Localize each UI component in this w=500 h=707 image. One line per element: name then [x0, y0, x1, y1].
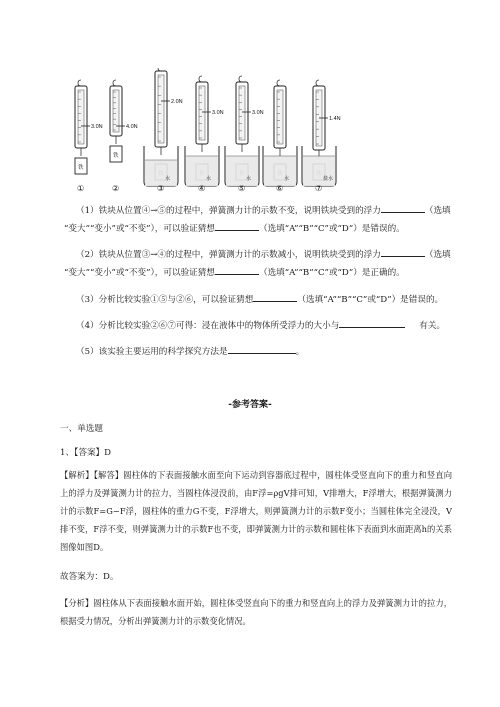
- q5-line: [76, 344, 304, 358]
- liquid: [186, 156, 218, 186]
- q2-text-b: （选填: [424, 250, 451, 260]
- figure-label: ⑤: [238, 184, 246, 192]
- scale-window: [199, 86, 205, 140]
- liquid-label: 水: [246, 176, 252, 182]
- liquid-label: 水: [206, 176, 212, 182]
- q4-text-a: （4）分析比较实验②⑥⑦可得：浸在液体中的物体所受浮力的大小与: [76, 321, 340, 331]
- q1-text-c: “变大”“变小”或“不变”），可以验证猜想: [64, 224, 215, 234]
- scale-reading: 3.0N: [252, 110, 264, 116]
- q3-text-a: （3）分析比较实验①⑤与②⑥，可以验证猜想: [76, 295, 254, 305]
- q2-text-c: “变大”“变小”或“不变”），可以验证猜想: [64, 268, 215, 278]
- q3-line: [76, 292, 443, 306]
- scale-window: [277, 90, 283, 144]
- q1-blank-2[interactable]: [215, 221, 259, 231]
- analysis2-paragraph: 【分析】圆柱体从下表面接触水面开始，圆柱体受竖直向下的重力和竖直向上的浮力及弹簧测力计的拉力，根据受力情况，分析出弹簧测力计的示数变化情况。: [60, 598, 452, 626]
- figure-label: ①: [77, 184, 85, 192]
- block-label: 铁: [78, 165, 84, 171]
- q3-blank[interactable]: [253, 292, 297, 302]
- figure-label: ③: [157, 184, 165, 192]
- scale-reading: 2.0N: [171, 99, 183, 105]
- q2-blank-2[interactable]: [215, 265, 259, 275]
- q4-line: [76, 318, 445, 332]
- scale-window: [239, 86, 245, 140]
- q2-text-d: （选填“A”“B”“C”或“D”）是正确的。: [258, 268, 405, 278]
- scale-reading: 3.0N: [212, 110, 224, 116]
- experiment-figure: [70, 68, 350, 192]
- q4-text-b: 有关。: [419, 321, 446, 331]
- conclusion: 故答案为：D。: [60, 572, 119, 582]
- figure-label: ⑥: [276, 184, 284, 192]
- analysis-paragraph: 【解析】【解答】圆柱体的下表面接触水面至向下运动到容器底过程中，圆柱体受竖直向下的重力和竖直向上的浮力及弹簧测力计的拉力，当圆柱体浸没前，由F浮=ρgV排可知，V排增大，F浮增大，根据弹簧测力计的示数F=G−F浮，圆柱体的重力G不变，F浮增大，则弹簧测力计的示数F变小；当圆柱体完全浸没，V排不变，F浮不变，则弹簧测力计的示数F也不变，即弹簧测力计的示数和圆柱体下表面到水面距离h的关系图像如图D。: [60, 470, 452, 552]
- q1-text-b: （选填: [424, 206, 451, 216]
- q1-blank-1[interactable]: [381, 203, 425, 213]
- q1-text-a: （1）铁块从位置④→⑤的过程中，弹簧测力计的示数不变，说明铁块受到的浮力: [76, 206, 381, 216]
- figure-label: ⑦: [315, 184, 323, 192]
- answer-title: -参考答案-: [228, 400, 272, 410]
- q2-blank-1[interactable]: [381, 247, 425, 257]
- liquid: [226, 156, 258, 186]
- answer-line: 1、【答案】D: [60, 448, 112, 458]
- q2-line2: [64, 265, 405, 279]
- liquid: [264, 156, 296, 186]
- q4-blank[interactable]: [339, 318, 405, 328]
- q5-blank[interactable]: [228, 344, 296, 354]
- scale-window: [158, 75, 164, 143]
- section-heading: 一、单选题: [60, 424, 103, 434]
- liquid: [145, 160, 177, 186]
- liquid-label: 水: [284, 176, 290, 182]
- liquid-label: 水: [165, 176, 171, 182]
- figure-label: ④: [198, 184, 206, 192]
- q5-text-b: 。: [295, 347, 305, 357]
- q1-text-d: （选填“A”“B”“C”或“D”）是错误的。: [258, 224, 405, 234]
- q3-text-b: （选填“A”“B”“C”或“D”）是错误的。: [297, 295, 444, 305]
- scale-reading: 4.0N: [126, 124, 138, 130]
- scale-reading: 3.0N: [91, 124, 103, 130]
- liquid-label: 盐水: [323, 176, 334, 182]
- scale-window: [78, 90, 84, 144]
- scale-reading: 1.4N: [329, 116, 341, 122]
- q1-line1: [76, 203, 451, 217]
- q2-line1: [76, 247, 451, 261]
- q5-text-a: （5）该实验主要运用的科学探究方法是: [76, 347, 228, 357]
- block-label: 铁: [113, 153, 119, 159]
- q1-line2: [64, 221, 405, 235]
- figure-label: ②: [112, 184, 120, 192]
- q2-text-a: （2）铁块从位置③→④的过程中，弹簧测力计的示数减小，说明铁块受到的浮力: [76, 250, 381, 260]
